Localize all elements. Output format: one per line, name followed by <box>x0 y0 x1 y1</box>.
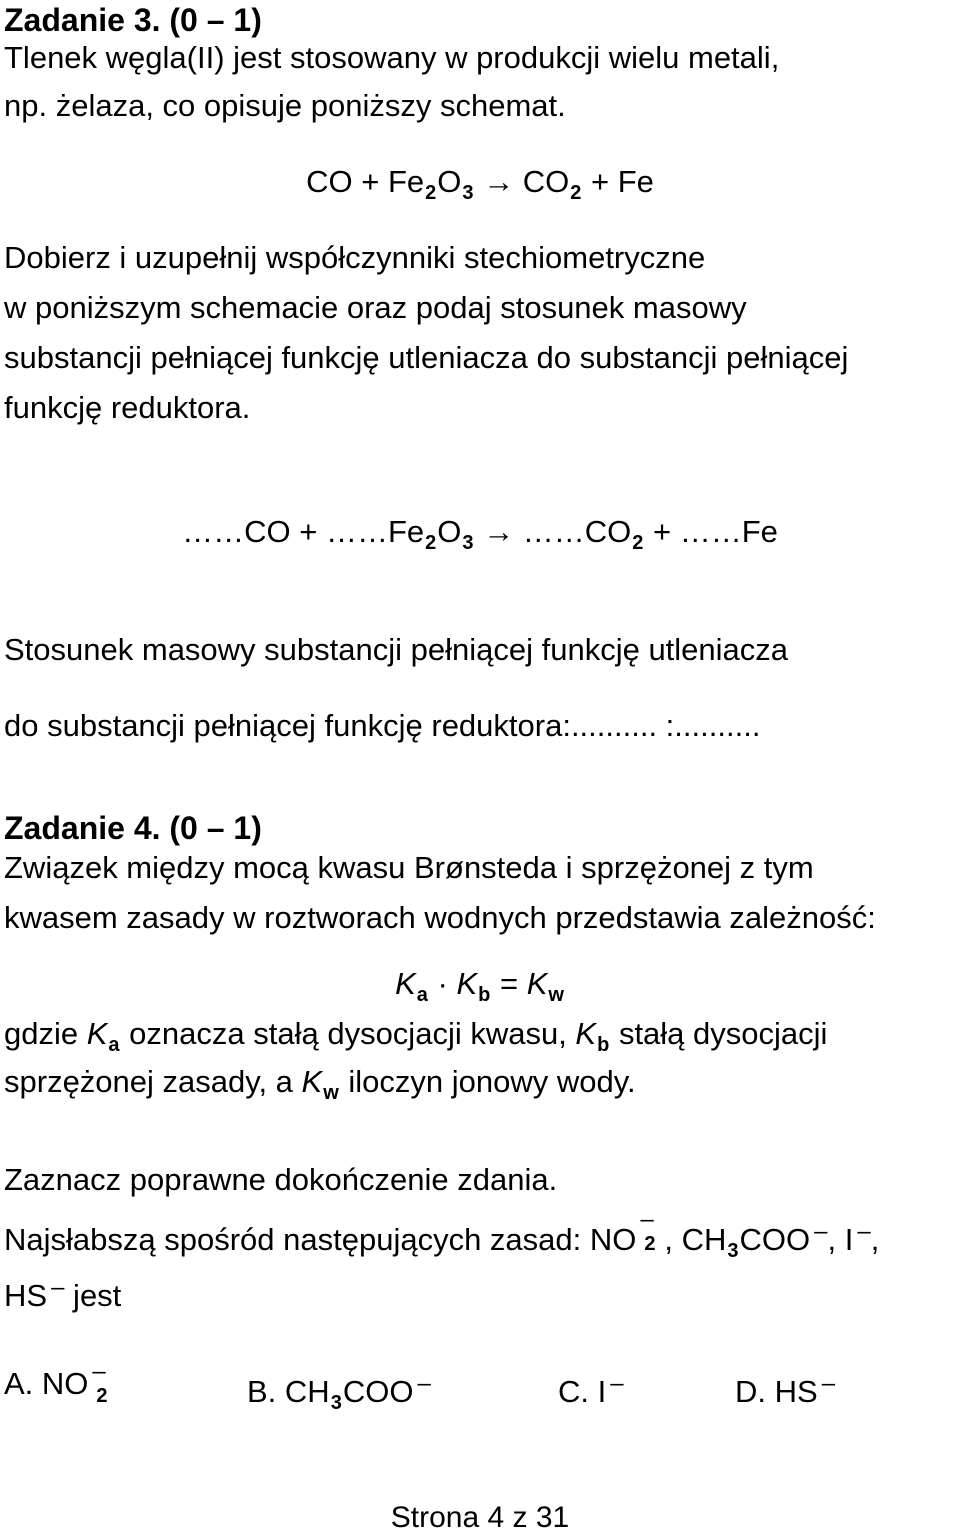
equilibrium-formula: $K_a \cdot K_b = K_w$ <box>395 966 564 1006</box>
ratio-line1: Stosunek masowy substancji pełniącej funkcję utleniacza <box>4 632 789 667</box>
answer-option-d[interactable]: D. HS – <box>735 1370 836 1409</box>
blank-reaction-scheme[interactable]: ……CO + $\dots\dots Fe_2O_3$ → $\dots\dots CO_2$ + ……Fe <box>182 514 778 554</box>
arrow-icon: → <box>474 164 523 199</box>
ratio-line2[interactable]: do substancji pełniącej funkcję reduktora:.......... :.......... <box>4 708 761 743</box>
task3-intro-line1: Tlenek węgla(II) jest stosowany w produkcji wielu metali, <box>4 40 780 75</box>
task4-intro-line1: Związek między mocą kwasu Brønsteda i sprzężonej z tym <box>4 850 814 885</box>
task4-question-line1: Najsłabszą spośród następujących zasad: NO – 2 , $CH_3COO$ –, I –, <box>4 1206 880 1262</box>
task3-intro-line2: np. żelaza, co opisuje poniższy schemat. <box>4 88 566 123</box>
arrow-icon: → <box>474 514 523 549</box>
answer-option-b[interactable]: B. $CH_3COO$ – <box>247 1370 431 1414</box>
task3-instruction-line3: substancji pełniącej funkcję utleniacza do substancji pełniącej <box>4 340 849 375</box>
reaction-scheme: CO + $Fe_2O_3 \to CO_2 + Fe$ <box>306 164 654 204</box>
task3-heading: Zadanie 3. (0 – 1) <box>4 2 262 38</box>
page-number: Strona 4 z 31 <box>390 1501 570 1534</box>
answer-option-c[interactable]: C. I – <box>558 1370 624 1409</box>
task4-explanation-line2: sprzężonej zasady, a $K_w$ iloczyn jonowy wody. <box>4 1064 636 1104</box>
task4-question-line2: HS – jest <box>4 1274 122 1313</box>
task3-instruction-line4: funkcję reduktora. <box>4 390 251 425</box>
task4-heading: Zadanie 4. (0 – 1) <box>4 810 262 846</box>
task4-prompt: Zaznacz poprawne dokończenie zdania. <box>4 1162 558 1197</box>
task3-instruction-line1: Dobierz i uzupełnij współczynniki stechiometryczne <box>4 240 706 275</box>
task3-instruction-line2: w poniższym schemacie oraz podaj stosunek masowy <box>4 290 747 325</box>
task4-explanation-line1: gdzie $K_a$ oznacza stałą dysocjacji kwasu, $K_b$ stałą dysocjacji <box>4 1016 828 1056</box>
task4-intro-line2: kwasem zasady w roztworach wodnych przedstawia zależność: <box>4 900 876 935</box>
answer-option-a[interactable]: A. NO – 2 <box>4 1358 108 1407</box>
